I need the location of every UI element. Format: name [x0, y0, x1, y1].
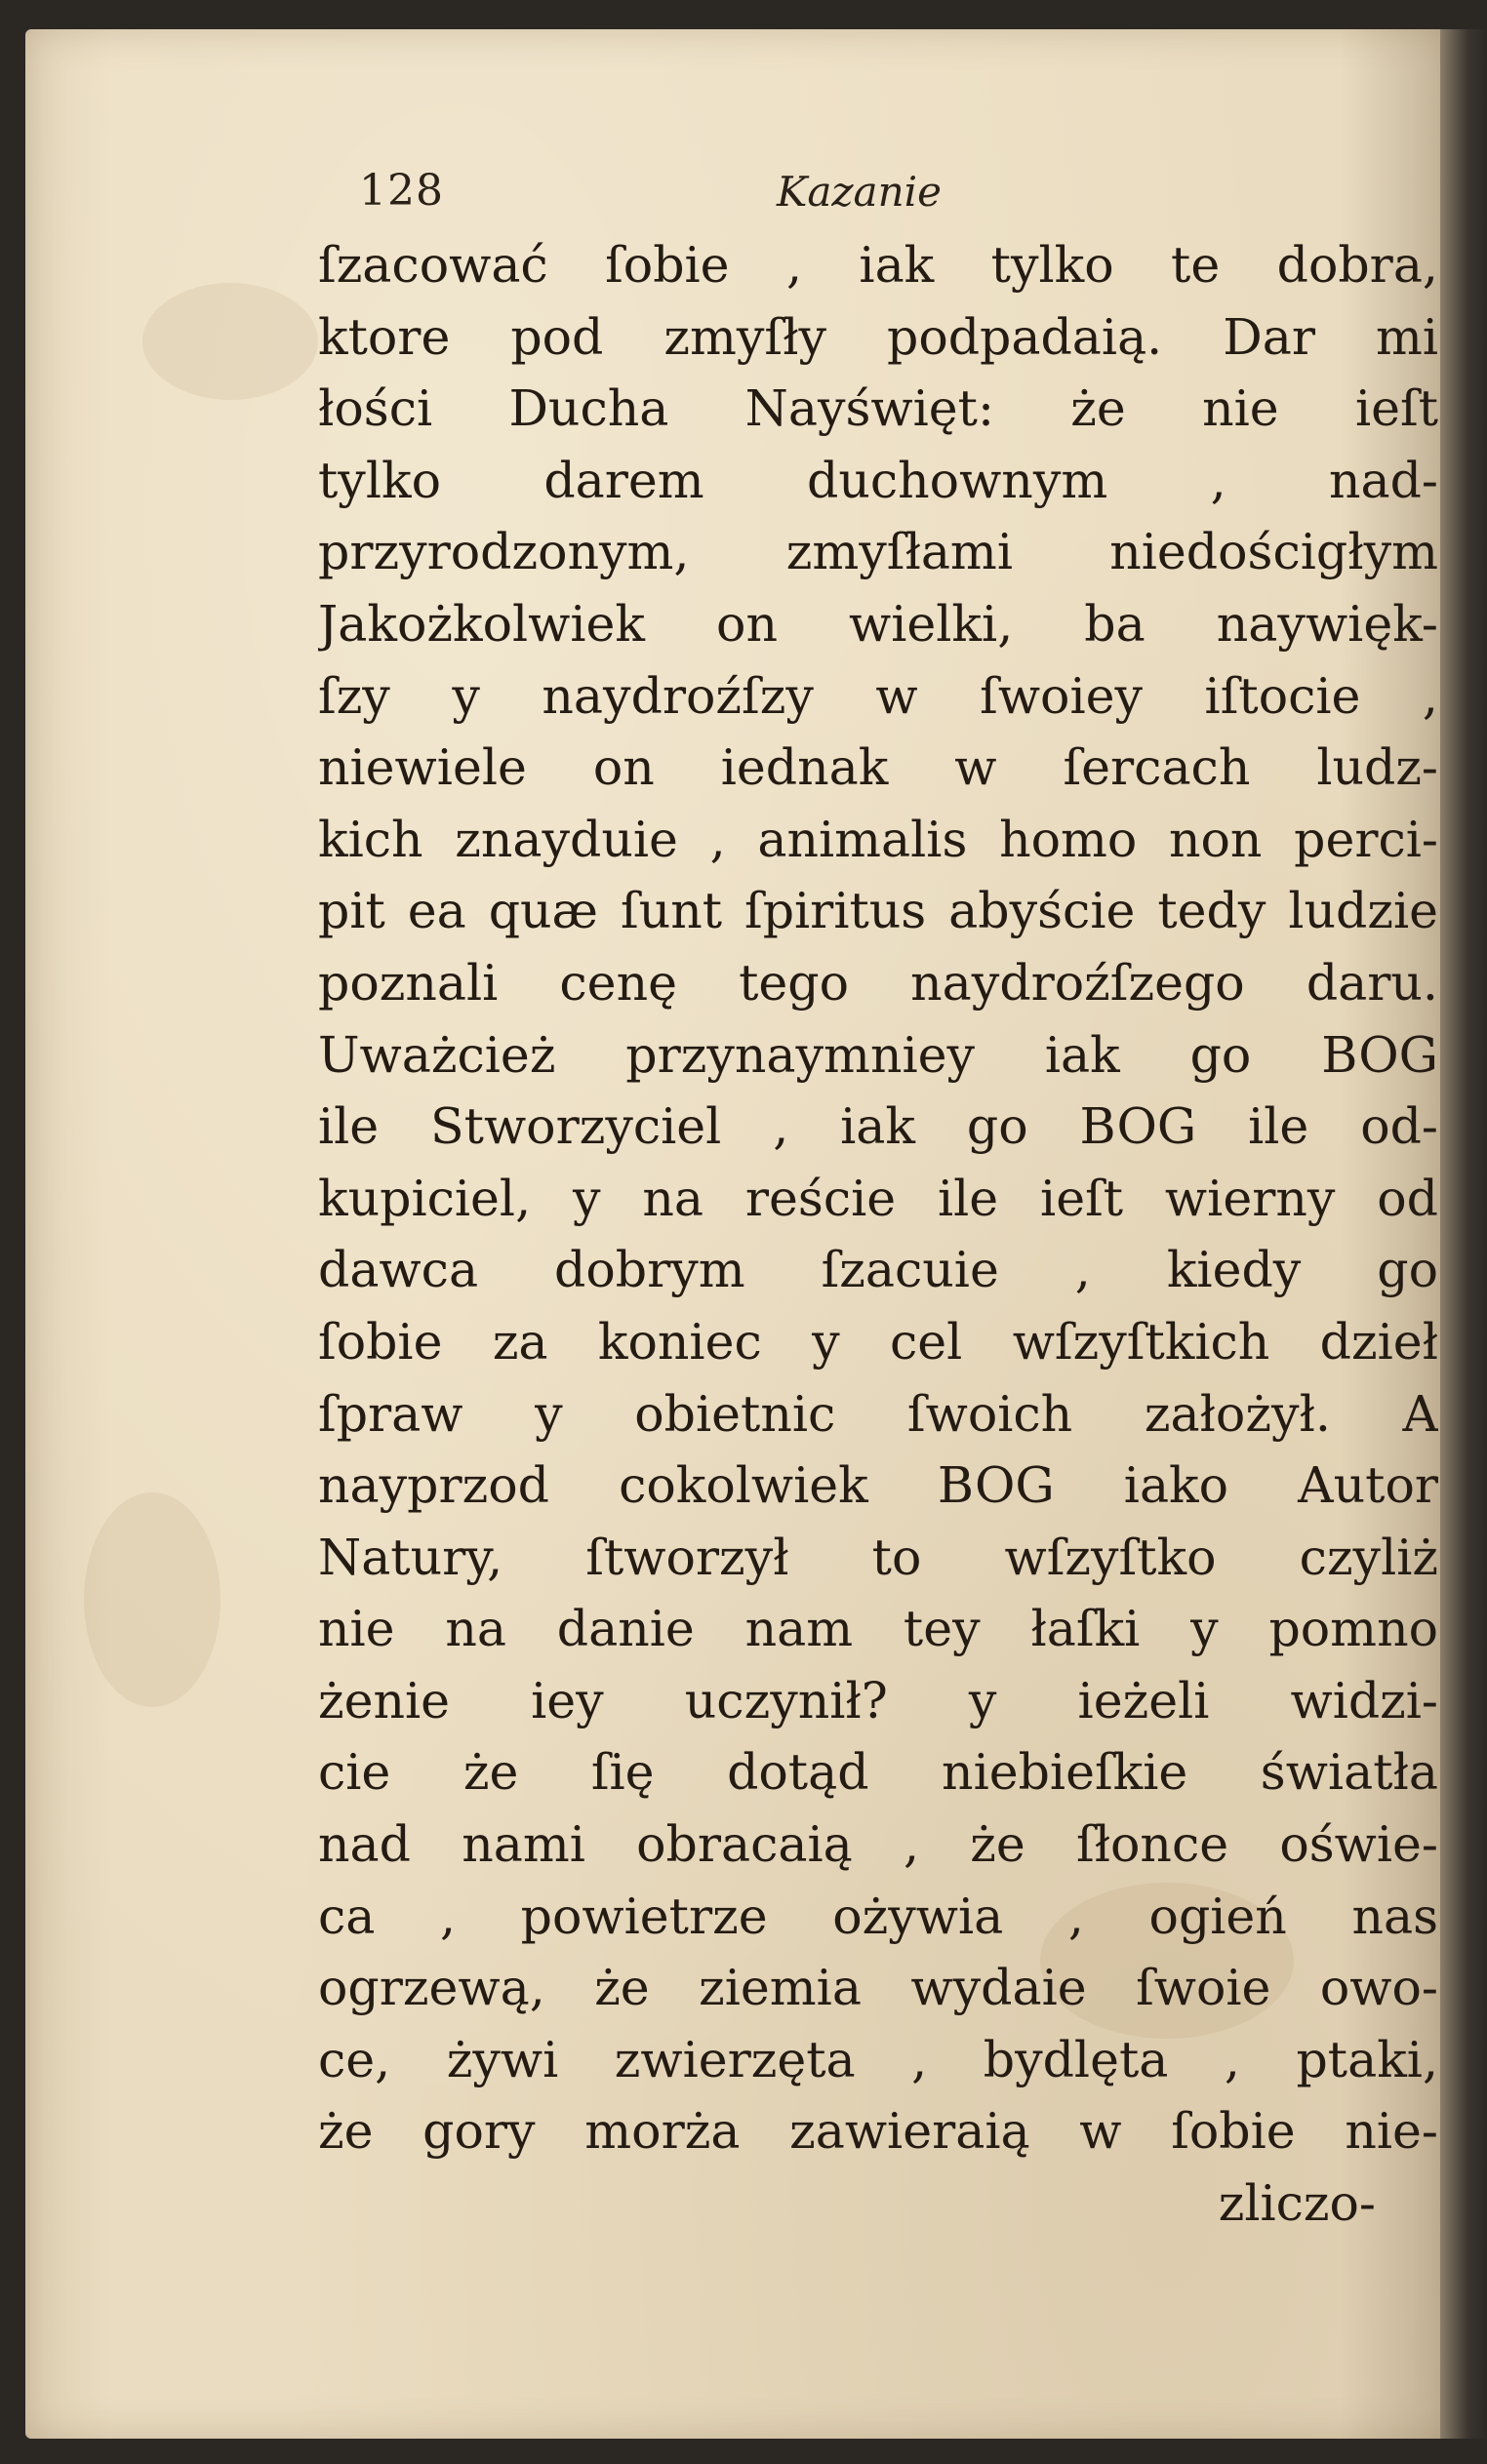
text-line: Jakożkolwiek on wielki, ba naywięk-	[318, 594, 1438, 653]
text-line: żenie iey uczynił? y ieżeli widzi-	[318, 1671, 1438, 1729]
book-page	[25, 29, 1454, 2439]
text-line: dawca dobrym ſzacuie , kiedy go	[318, 1241, 1438, 1299]
text-line: tylko darem duchownym , nad-	[318, 451, 1438, 509]
page-header	[25, 148, 1454, 226]
text-line: ca , powietrze ożywia , ogień nas	[318, 1887, 1438, 1945]
book-gutter	[1440, 29, 1487, 2439]
text-line: poznali cenę tego naydroźſzego daru.	[318, 953, 1438, 1012]
paper-stain	[142, 283, 318, 400]
text-line: ktore pod zmyſły podpadaią. Dar mi	[318, 307, 1438, 366]
text-line: ſpraw y obietnic ſwoich założył. A	[318, 1384, 1438, 1443]
page-number: 128	[359, 166, 444, 216]
catchword: zliczo-	[1218, 2174, 1376, 2233]
paper-stain	[84, 1492, 221, 1707]
text-line: łości Ducha Nayświęt: że nie ieſt	[318, 379, 1438, 438]
text-line: ſobie za koniec y cel wſzyſtkich dzieł	[318, 1312, 1438, 1371]
text-line: ſzy y naydroźſzy w ſwoiey iſtocie ,	[318, 666, 1438, 725]
text-line: Natury, ſtworzył to wſzyſtko czyliż	[318, 1528, 1438, 1586]
text-line: nie na danie nam tey łaſki y pomno	[318, 1600, 1438, 1658]
text-line: kupiciel, y na reście ile ieſt wierny od	[318, 1169, 1438, 1227]
text-line: niewiele on iednak w ſercach ludz-	[318, 738, 1438, 797]
text-line: ce, żywi zwierzęta , bydlęta , ptaki,	[318, 2030, 1438, 2088]
text-line: Uważcież przynaymniey iak go BOG	[318, 1025, 1438, 1084]
text-line: kich znayduie , animalis homo non perci-	[318, 810, 1438, 868]
running-head: Kazanie	[777, 168, 942, 216]
text-line: pit ea quæ ſunt ſpiritus abyście tedy ludzie	[318, 882, 1438, 940]
text-line: że gory morża zawieraią w ſobie nie-	[318, 2102, 1438, 2161]
text-line: ile Stworzyciel , iak go BOG ile od-	[318, 1097, 1438, 1156]
text-line: cie że ſię dotąd niebieſkie światła	[318, 1743, 1438, 1802]
text-line: ſzacować ſobie , iak tylko te dobra,	[318, 236, 1438, 294]
text-line: przyrodzonym, zmyſłami niedościgłym	[318, 523, 1438, 581]
text-line: nayprzod cokolwiek BOG iako Autor	[318, 1456, 1438, 1515]
body-text	[318, 229, 1438, 2240]
text-line: nad nami obracaią , że ſłonce oświe-	[318, 1815, 1438, 1874]
text-line: ogrzewą, że ziemia wydaie ſwoie owo-	[318, 1959, 1438, 2017]
